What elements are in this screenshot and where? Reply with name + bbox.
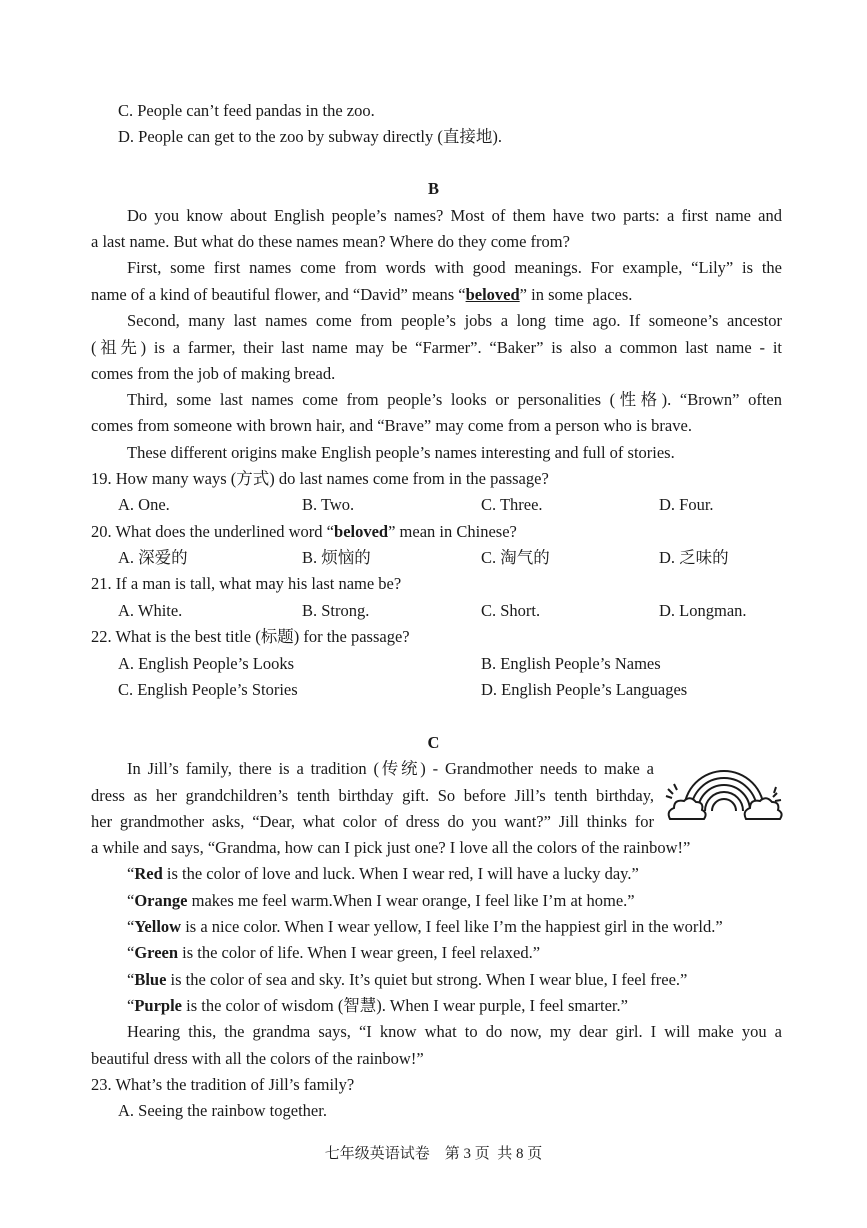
q22-option-a[interactable]: A. English People’s Looks [118, 654, 294, 673]
passage-b-p3-line3: comes from the job of making bread. [91, 364, 336, 383]
q21-option-b[interactable]: B. Strong. [302, 601, 370, 620]
underlined-word-beloved: beloved [465, 285, 520, 304]
passage-text: is a nice color. When I wear yellow, I feel like I’m the happiest girl in the world.” [181, 917, 723, 936]
passage-b-p4-line2: comes from someone with brown hair, and “Brave” may come from a person who is brave. [91, 416, 692, 435]
footer-exam-title: 七年级英语试卷 [324, 1146, 430, 1162]
quote-mark: “ [127, 970, 135, 989]
quote-mark: “ [127, 891, 135, 910]
passage-text: is the color of wisdom (智慧). When I wear purple, I feel smarter.” [182, 996, 628, 1015]
option-d-prev: D. People can get to the zoo by subway directly (直接地). [118, 127, 502, 146]
passage-c-blue-line [127, 970, 687, 990]
quote-mark: “ [127, 996, 135, 1015]
passage-c-orange-line [127, 891, 635, 911]
passage-text: is the color of sea and sky. It’s quiet but strong. When I wear blue, I feel free.” [166, 970, 688, 989]
q20-option-b[interactable]: B. 烦恼的 [302, 548, 371, 567]
question-21-stem: 21. If a man is tall, what may his last name be? [91, 574, 402, 593]
quote-mark: “ [127, 864, 135, 883]
question-23-stem: 23. What’s the tradition of Jill’s family? [91, 1075, 355, 1094]
passage-b-p5: These different origins make English people’s names interesting and full of stories. [127, 443, 675, 462]
passage-b-p2-line2 [91, 285, 782, 305]
question-text: 20. What does the underlined word “ [91, 522, 335, 541]
question-keyword: beloved [334, 522, 389, 541]
q23-option-a[interactable]: A. Seeing the rainbow together. [118, 1101, 327, 1120]
passage-c-closing-line1: Hearing this, the grandma says, “I know what to do now, my dear girl. I will make you a [127, 1022, 782, 1041]
page-footer [0, 1142, 867, 1163]
option-c-prev: C. People can’t feed pandas in the zoo. [118, 101, 375, 120]
passage-c-intro-line4: a while and says, “Grandma, how can I pick just one? I love all the colors of the rainbow!” [91, 838, 691, 857]
passage-text: is the color of love and luck. When I wear red, I will have a lucky day.” [162, 864, 639, 883]
passage-b-p1-line1: Do you know about English people’s names? Most of them have two parts: a first name and [127, 206, 782, 225]
section-b-heading: B [427, 179, 439, 198]
q22-option-b[interactable]: B. English People’s Names [481, 654, 661, 673]
q20-option-a[interactable]: A. 深爱的 [118, 548, 188, 567]
q21-option-a[interactable]: A. White. [118, 601, 183, 620]
q20-option-d[interactable]: D. 乏味的 [659, 548, 729, 567]
passage-c-red-line [127, 864, 639, 884]
q22-option-c[interactable]: C. English People’s Stories [118, 680, 298, 699]
passage-b-p4-line1: Third, some last names come from people’s looks or personalities (性格). “Brown” often [127, 390, 782, 409]
passage-b-p3-line2: (祖先) is a farmer, their last name may be “Farmer”. “Baker” is also a common last name - it [91, 338, 782, 357]
passage-b-p1-line2: a last name. But what do these names mean? Where do they come from? [91, 232, 570, 251]
question-20-stem [91, 522, 517, 542]
passage-text: is the color of life. When I wear green, I feel relaxed.” [178, 943, 541, 962]
passage-b-p3-line1: Second, many last names come from people’s jobs a long time ago. If someone’s ancestor [127, 311, 782, 330]
q19-option-c[interactable]: C. Three. [481, 495, 543, 514]
passage-b-p2-line1: First, some first names come from words with good meanings. For example, “Lily” is the [127, 258, 782, 277]
color-word: Green [134, 943, 179, 962]
footer-page-number: 第 3 页 共 8 页 [444, 1146, 543, 1162]
color-word: Purple [134, 996, 182, 1015]
q19-option-d[interactable]: D. Four. [659, 495, 714, 514]
question-22-stem: 22. What is the best title (标题) for the passage? [91, 627, 410, 646]
section-c-heading: C [427, 733, 440, 752]
passage-text: name of a kind of beautiful flower, and “David” means “ [91, 285, 466, 304]
question-19-stem: 19. How many ways (方式) do last names come from in the passage? [91, 469, 549, 488]
color-word: Blue [134, 970, 167, 989]
color-word: Orange [134, 891, 188, 910]
passage-text: makes me feel warm.When I wear orange, I feel like I’m at home.” [187, 891, 635, 910]
passage-c-yellow-line [127, 917, 723, 937]
passage-c-closing-line2: beautiful dress with all the colors of the rainbow!” [91, 1049, 424, 1068]
rainbow-with-clouds-icon [664, 763, 784, 825]
passage-c-intro-line1: In Jill’s family, there is a tradition (传统) - Grandmother needs to make a [127, 759, 654, 778]
passage-c-purple-line [127, 996, 628, 1016]
q22-option-d[interactable]: D. English People’s Languages [481, 680, 688, 699]
q21-option-c[interactable]: C. Short. [481, 601, 541, 620]
passage-c-intro-line3: her grandmother asks, “Dear, what color of dress do you want?” Jill thinks for [91, 812, 654, 831]
question-text: ” mean in Chinese? [388, 522, 517, 541]
q20-option-c[interactable]: C. 淘气的 [481, 548, 550, 567]
quote-mark: “ [127, 917, 135, 936]
q19-option-a[interactable]: A. One. [118, 495, 170, 514]
passage-c-intro-line2: dress as her grandchildren’s tenth birthday gift. So before Jill’s tenth birthday, [91, 786, 654, 805]
color-word: Red [134, 864, 163, 883]
q21-option-d[interactable]: D. Longman. [659, 601, 747, 620]
color-word: Yellow [134, 917, 182, 936]
passage-text: ” in some places. [519, 285, 633, 304]
quote-mark: “ [127, 943, 135, 962]
passage-c-green-line [127, 943, 540, 963]
q19-option-b[interactable]: B. Two. [302, 495, 355, 514]
